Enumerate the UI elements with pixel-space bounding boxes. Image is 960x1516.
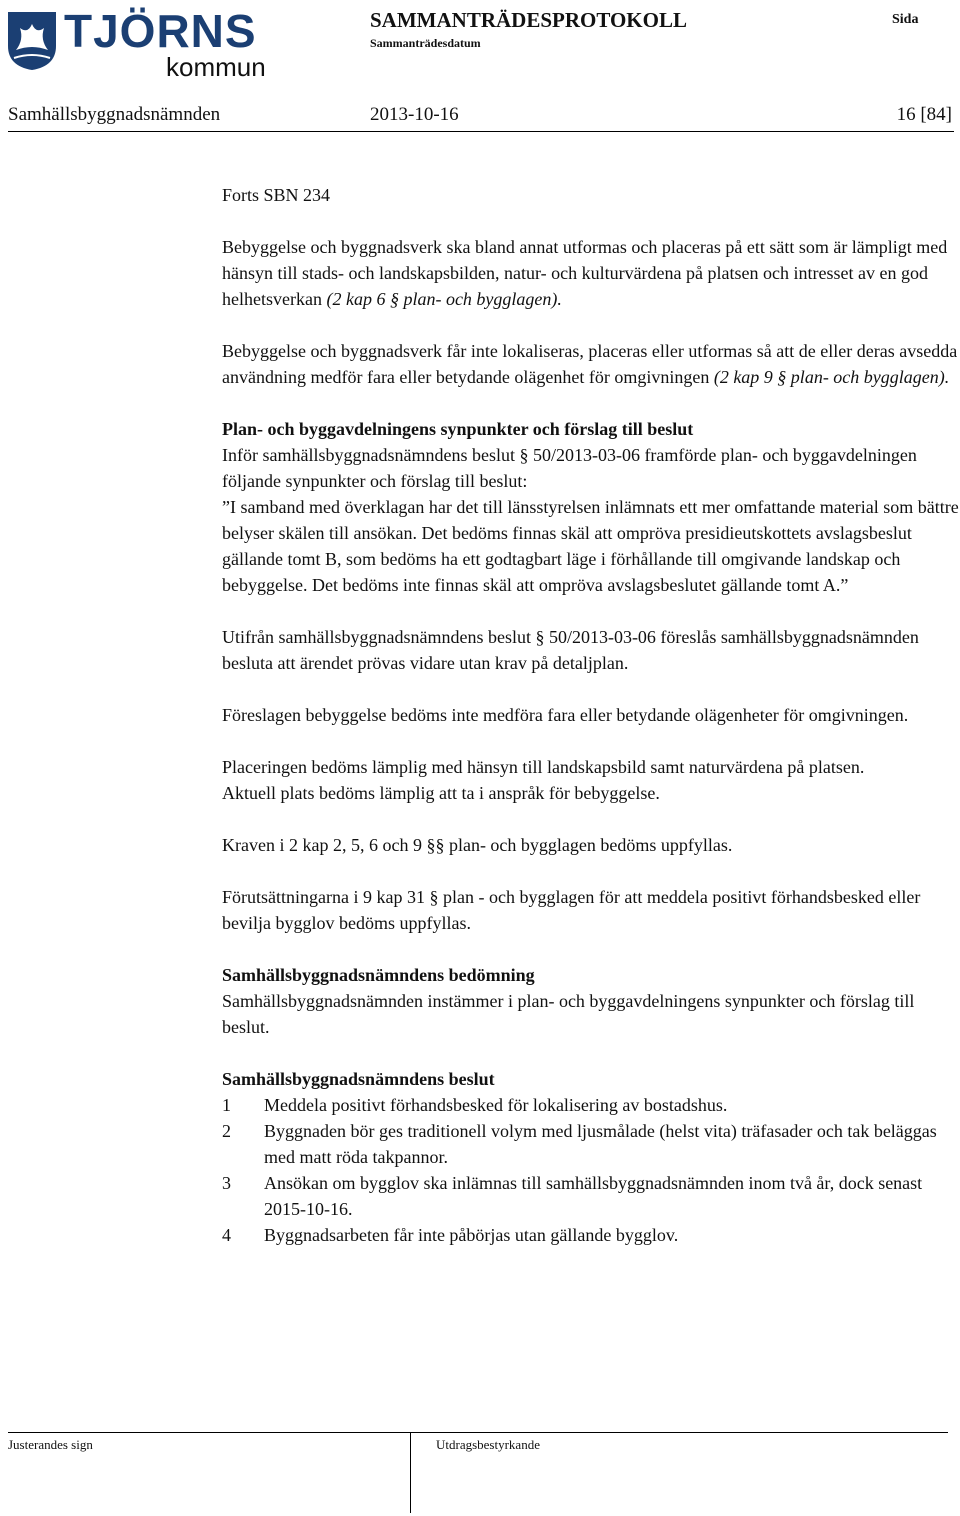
paragraph [222,234,960,312]
logo-sub: kommun [166,52,266,82]
paragraph: Föreslagen bebyggelse bedöms inte medföra fara eller betydande olägenheter för omgivningen. [222,705,909,725]
adjuster-sign-label: Justerandes sign [8,1437,93,1452]
paragraph-text: Bebyggelse och byggnadsverk ska bland annat utformas och placeras på ett sätt som är lämpligt med hänsyn till stads- och landskapsbilden, natur- och kulturvärdena på platsen och intresset av en god helhetsverkan [222,237,948,309]
paragraph-text: Bebyggelse och byggnadsverk får inte lokaliseras, placeras eller utformas så att de eller deras avsedda användning medför fara eller betydande olägenhet för omgivningen [222,341,958,387]
item-number: 3 [222,1173,231,1193]
law-reference: (2 kap 9 § plan- och bygglagen). [713,367,950,387]
section-title: Plan- och byggavdelningens synpunkter och förslag till beslut [222,419,694,439]
paragraph: Placeringen bedöms lämplig med hänsyn till landskapsbild samt naturvärdena på platsen. [222,757,865,777]
section-heading: Forts SBN 234 [222,185,331,205]
law-reference: (2 kap 6 § plan- och bygglagen). [326,289,562,309]
committee-name: Samhällsbyggnadsnämnden [8,104,221,125]
paragraph: Kraven i 2 kap 2, 5, 6 och 9 §§ plan- och bygglagen bedöms uppfyllas. [222,835,733,855]
item-number: 4 [222,1225,231,1245]
paragraph: Förutsättningarna i 9 kap 31 § plan - och bygglagen för att meddela positivt förhandsbesked eller bevilja bygglov bedöms uppfyllas. [222,887,921,933]
meeting-date-label: Sammanträdesdatum [370,36,481,50]
signature-footer [8,1432,948,1512]
paragraph: Inför samhällsbyggnadsnämndens beslut § 50/2013-03-06 framförde plan- och byggavdelningen följande synpunkter och förslag till beslut: [222,445,917,491]
page-number: 16 [84] [896,104,952,125]
meeting-date: 2013-10-16 [370,104,459,125]
tjorn-logo [6,6,268,80]
protocol-body [222,182,960,1248]
paragraph [222,338,960,390]
document-title: SAMMANTRÄDESPROTOKOLL [370,8,687,32]
item-number: 2 [222,1121,231,1141]
header-divider [8,131,954,132]
page-label: Sida [892,12,919,27]
paragraph: Aktuell plats bedöms lämplig att ta i anspråk för bebyggelse. [222,783,660,803]
footer-divider [410,1433,411,1513]
logo-name: TJÖRNS [64,5,257,57]
list-item [222,1092,960,1118]
item-text: Byggnaden bör ges traditionell volym med ljusmålade (helst vita) träfasader och tak beläggas med matt röda takpannor. [264,1121,937,1167]
quoted-proposal: ”I samband med överklagan har det till länsstyrelsen inlämnats ett mer omfattande material som bättre belyser skälen till ansökan. Det bedöms finnas skäl att ompröva presidieutskottets avslagsbeslut gällande tomt B, som bedöms ha ett godtagbart läge i förhållande till omgivande landskap och bebyggelse. Det bedöms inte finnas skäl att ompröva avslagsbeslutet gällande tomt A.” [222,497,959,595]
section-title: Samhällsbyggnadsnämndens beslut [222,1069,495,1089]
list-item [222,1118,960,1170]
item-text: Byggnadsarbeten får inte påbörjas utan gällande bygglov. [264,1225,679,1245]
list-item [222,1170,960,1222]
decision-list [222,1092,960,1248]
item-number: 1 [222,1095,231,1115]
list-item [222,1222,960,1248]
paragraph: Utifrån samhällsbyggnadsnämndens beslut § 50/2013-03-06 föreslås samhällsbyggnadsnämnden besluta att ärendet prövas vidare utan krav på detaljplan. [222,627,919,673]
extract-verification-label: Utdragsbestyrkande [436,1437,540,1452]
paragraph: Samhällsbyggnadsnämnden instämmer i plan- och byggavdelningens synpunkter och förslag till beslut. [222,991,915,1037]
coat-of-arms-icon [6,10,58,72]
item-text: Ansökan om bygglov ska inlämnas till samhällsbyggnadsnämnden inom två år, dock senast 2015-10-16. [264,1173,923,1219]
section-title: Samhällsbyggnadsnämndens bedömning [222,965,535,985]
item-text: Meddela positivt förhandsbesked för lokalisering av bostadshus. [264,1095,728,1115]
